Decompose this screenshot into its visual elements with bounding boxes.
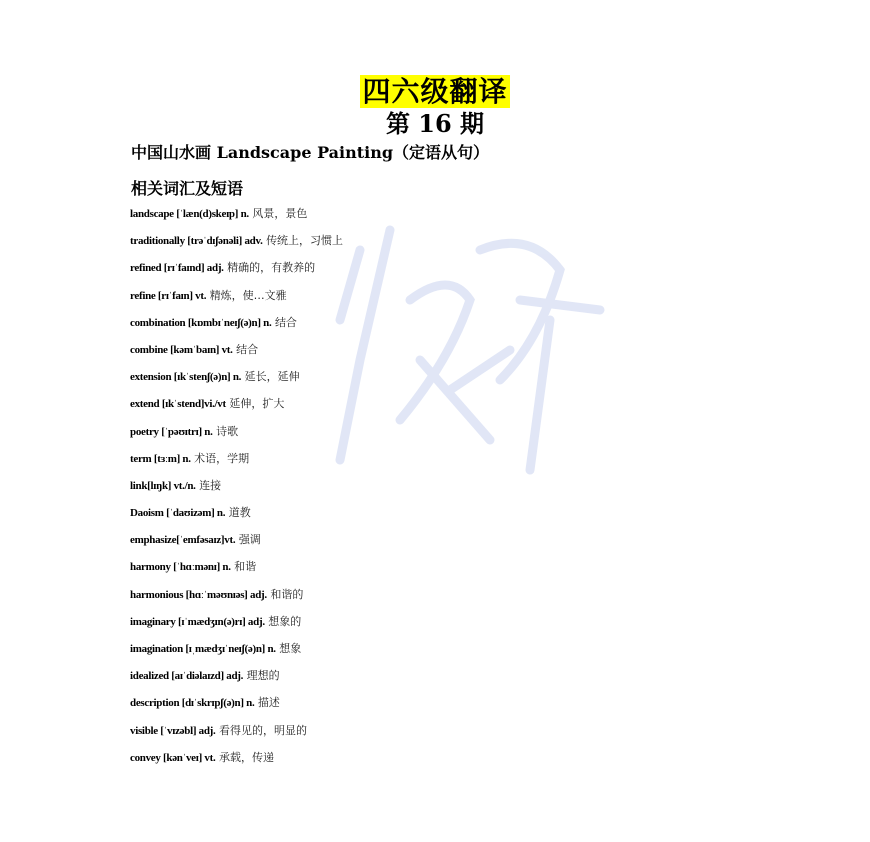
vocabulary-item (130, 422, 343, 449)
vocabulary-entry: link[lɪŋk] vt./n. (130, 479, 196, 492)
vocabulary-meaning: 强调 (238, 533, 261, 547)
vocabulary-meaning: 结合 (274, 315, 297, 329)
vocabulary-meaning: 精确的，有教养的 (227, 261, 316, 275)
vocabulary-entry: combine [kəmˈbaɪn] vt. (130, 343, 233, 356)
vocabulary-item (130, 503, 343, 530)
vocabulary-meaning: 和谐 (234, 560, 257, 574)
vocabulary-list (130, 204, 343, 775)
vocabulary-item (130, 585, 343, 612)
vocabulary-entry: harmonious [hɑːˈməʊnɪəs] adj. (130, 588, 267, 601)
vocabulary-meaning: 想象 (279, 642, 302, 655)
vocabulary-entry: description [dɪˈskrɪpʃ(ə)n] n. (130, 697, 255, 710)
vocabulary-meaning: 传统上，习惯上 (266, 234, 344, 248)
vocabulary-meaning: 延伸，扩大 (229, 397, 285, 411)
vocabulary-item (130, 693, 343, 720)
vocabulary-meaning: 道教 (228, 506, 251, 520)
vocabulary-meaning: 延长，延伸 (244, 370, 300, 384)
vocabulary-entry: poetry [ˈpəʊɪtrɪ] n. (130, 425, 213, 438)
vocabulary-meaning: 想象的 (268, 614, 302, 628)
vocabulary-entry: Daoism [ˈdaʊizəm] n. (130, 507, 226, 520)
vocabulary-item (130, 204, 343, 231)
vocabulary-item (130, 258, 343, 285)
vocabulary-meaning: 连接 (199, 478, 222, 492)
vocabulary-item (130, 476, 343, 503)
vocabulary-item (130, 231, 343, 258)
vocabulary-entry: convey [kənˈveɪ] vt. (130, 751, 216, 764)
vocabulary-entry: combination [kɒmbɪˈneɪʃ(ə)n] n. (130, 316, 272, 329)
vocabulary-meaning: 结合 (236, 342, 259, 356)
vocabulary-entry: term [tɜːm] n. (130, 452, 191, 465)
topic-heading: 中国山水画 Landscape Painting（定语从句） (131, 143, 490, 162)
vocabulary-item (130, 639, 343, 666)
vocabulary-meaning: 承载，传递 (218, 750, 274, 764)
vocabulary-meaning: 看得见的，明显的 (218, 723, 307, 737)
vocabulary-item (130, 367, 343, 394)
vocabulary-entry: emphasize[ˈemfəsaɪz]vt. (130, 534, 236, 547)
vocabulary-entry: idealized [aɪˈdiəlaɪzd] adj. (130, 670, 244, 683)
vocabulary-meaning: 术语，学期 (194, 451, 250, 465)
page-title: 四六级翻译 (362, 75, 508, 108)
vocabulary-meaning: 风景，景色 (252, 207, 308, 220)
vocabulary-item (130, 721, 343, 748)
vocabulary-meaning: 描述 (257, 696, 280, 710)
vocabulary-meaning: 诗歌 (216, 424, 239, 438)
vocabulary-entry: refined [rɪˈfaɪnd] adj. (130, 262, 224, 275)
vocabulary-entry: landscape [ˈlæn(d)skeɪp] n. (130, 208, 249, 220)
vocabulary-entry: traditionally [trəˈdɪʃənəli] adv. (130, 235, 263, 248)
vocabulary-item (130, 313, 343, 340)
vocabulary-entry: extend [ɪkˈstend]vi./vt (130, 398, 226, 411)
vocabulary-item (130, 449, 343, 476)
vocabulary-entry: imaginary [ɪˈmædʒɪn(ə)rɪ] adj. (130, 615, 265, 628)
watermark-logo (300, 210, 620, 490)
vocabulary-meaning: 和谐的 (270, 587, 304, 601)
vocabulary-entry: extension [ɪkˈstenʃ(ə)n] n. (130, 371, 242, 384)
issue-number: 第 16 期 (385, 109, 485, 138)
vocabulary-item (130, 530, 343, 557)
vocabulary-meaning: 理想的 (246, 669, 280, 683)
vocabulary-meaning: 精炼，使…文雅 (209, 288, 287, 302)
vocabulary-entry: harmony [ˈhɑːmənɪ] n. (130, 561, 231, 574)
vocabulary-item (130, 394, 343, 421)
vocabulary-item (130, 557, 343, 584)
vocabulary-item (130, 666, 343, 693)
vocabulary-entry: visible [ˈvɪzəbl] adj. (130, 724, 216, 737)
vocabulary-entry: imagination [ɪˌmædʒɪˈneɪʃ(ə)n] n. (130, 643, 276, 655)
vocabulary-item (130, 286, 343, 313)
vocabulary-entry: refine [rɪˈfaɪn] vt. (130, 289, 207, 302)
section-heading: 相关词汇及短语 (131, 179, 244, 198)
vocabulary-item (130, 612, 343, 639)
vocabulary-item (130, 748, 343, 775)
vocabulary-item (130, 340, 343, 367)
